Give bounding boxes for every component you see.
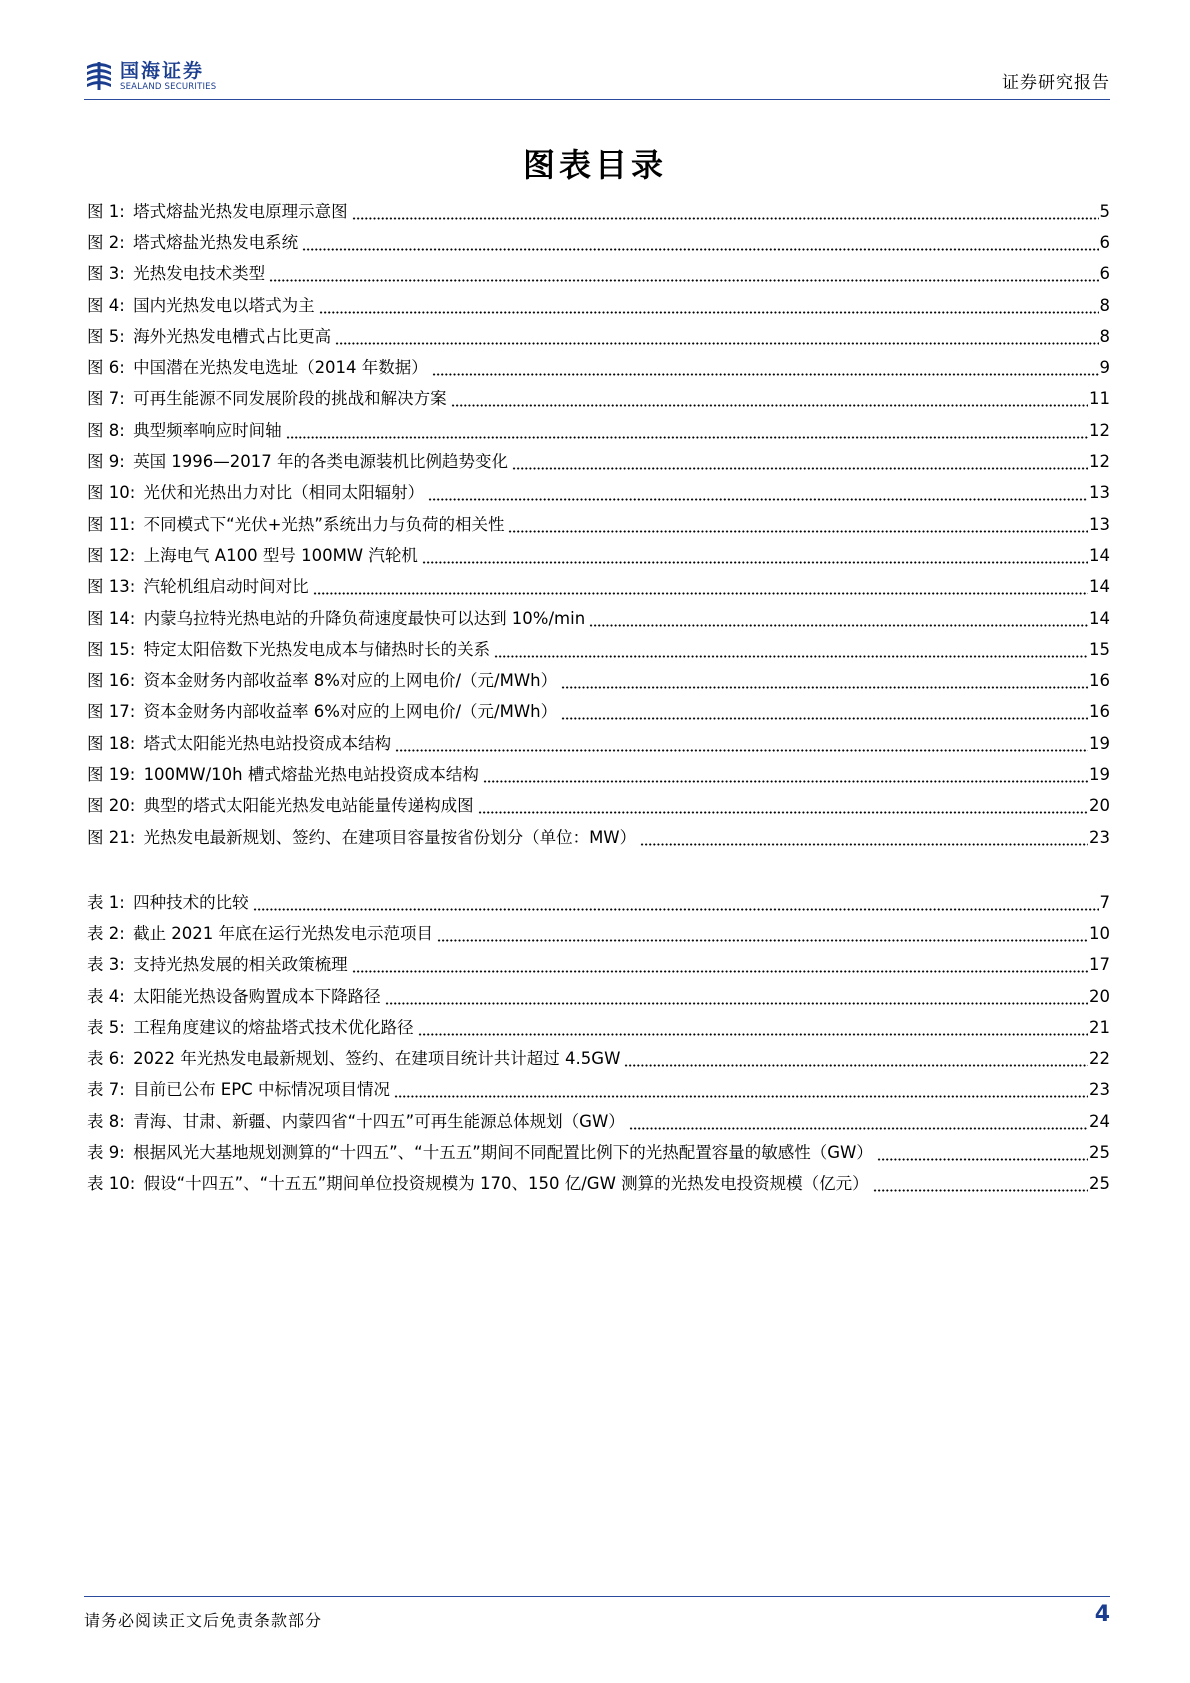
table-entry-title xyxy=(87,893,249,913)
figure-entry-title xyxy=(87,796,474,816)
dot-leader xyxy=(269,266,1098,282)
figure-entry-title xyxy=(87,734,391,754)
figure-entry-title xyxy=(87,452,508,472)
figure-entry-title xyxy=(87,389,447,409)
figure-title: 海外光热发电槽式占比更高 xyxy=(133,326,332,346)
figure-page-number: 14 xyxy=(1089,545,1110,565)
figure-entry[interactable] xyxy=(87,446,1110,477)
figure-title: 100MW/10h 槽式熔盐光热电站投资成本结构 xyxy=(143,764,479,784)
figure-title: 塔式熔盐光热发电原理示意图 xyxy=(133,201,348,221)
figure-entry-title xyxy=(87,702,557,722)
figure-page-number: 23 xyxy=(1089,827,1110,847)
figure-entry-title xyxy=(87,828,636,848)
table-label: 表 7: xyxy=(87,1080,125,1100)
table-entry[interactable] xyxy=(87,1075,1110,1106)
figure-entry[interactable] xyxy=(87,509,1110,540)
dot-leader xyxy=(418,1020,1088,1036)
dot-leader xyxy=(589,611,1088,627)
dot-leader xyxy=(437,926,1088,942)
table-page-number: 17 xyxy=(1089,955,1110,975)
figure-title: 资本金财务内部收益率 8%对应的上网电价/（元/MWh） xyxy=(143,671,558,691)
figure-title: 光热发电技术类型 xyxy=(133,264,266,284)
table-label: 表 1: xyxy=(87,892,125,912)
figure-entry[interactable] xyxy=(87,634,1110,665)
table-label: 表 2: xyxy=(87,923,125,943)
table-entry-title xyxy=(87,987,381,1007)
figure-label: 图 6: xyxy=(87,358,125,378)
figure-title: 上海电气 A100 型号 100MW 汽轮机 xyxy=(143,545,418,565)
table-title: 四种技术的比较 xyxy=(133,892,249,912)
table-label: 表 6: xyxy=(87,1049,125,1069)
table-entry[interactable] xyxy=(87,918,1110,949)
table-entry-title xyxy=(87,1143,873,1163)
table-title: 工程角度建议的熔盐塔式技术优化路径 xyxy=(133,1017,414,1037)
figure-entry[interactable] xyxy=(87,321,1110,352)
figure-label: 图 13: xyxy=(87,577,136,597)
figure-entry-title xyxy=(87,546,418,566)
figure-title: 典型的塔式太阳能光热发电站能量传递构成图 xyxy=(143,796,474,816)
figure-label: 图 21: xyxy=(87,827,136,847)
dot-leader xyxy=(428,485,1088,501)
table-entry-title xyxy=(87,1080,390,1100)
table-page-number: 25 xyxy=(1089,1143,1110,1163)
footer-divider xyxy=(84,1596,1110,1597)
dot-leader xyxy=(561,673,1088,689)
table-title: 目前已公布 EPC 中标情况项目情况 xyxy=(133,1080,390,1100)
figure-entry-title xyxy=(87,421,282,441)
figure-entry-title xyxy=(87,577,309,597)
table-page-number: 21 xyxy=(1089,1017,1110,1037)
sealand-logo-icon xyxy=(84,60,114,92)
dot-leader xyxy=(512,454,1088,470)
disclaimer-note: 请务必阅读正文后免责条款部分 xyxy=(84,1611,323,1630)
table-page-number: 20 xyxy=(1089,986,1110,1006)
figure-title: 内蒙乌拉特光热电站的升降负荷速度最快可以达到 10%/min xyxy=(143,608,586,628)
figure-entry-title xyxy=(87,327,331,347)
dot-leader xyxy=(395,736,1088,752)
figure-entry[interactable] xyxy=(87,540,1110,571)
company-logo xyxy=(84,56,216,96)
logo-english-name: SEALAND SECURITIES xyxy=(120,82,217,92)
figure-title: 光热发电最新规划、签约、在建项目容量按省份划分（单位：MW） xyxy=(143,827,637,847)
figure-entry[interactable] xyxy=(87,822,1110,853)
figure-label: 图 2: xyxy=(87,232,125,252)
dot-leader xyxy=(385,989,1088,1005)
table-entry[interactable] xyxy=(87,1012,1110,1043)
figure-title: 国内光热发电以塔式为主 xyxy=(133,295,315,315)
figure-page-number: 11 xyxy=(1089,389,1110,409)
table-entry[interactable] xyxy=(87,887,1110,918)
table-entry-title xyxy=(87,1049,620,1069)
table-entry-title xyxy=(87,924,433,944)
table-page-number: 24 xyxy=(1089,1111,1110,1131)
figure-page-number: 9 xyxy=(1099,358,1110,378)
figure-page-number: 13 xyxy=(1089,514,1110,534)
dot-leader xyxy=(319,298,1099,314)
figure-label: 图 5: xyxy=(87,326,125,346)
figure-entry[interactable] xyxy=(87,759,1110,790)
table-page-number: 25 xyxy=(1089,1174,1110,1194)
figure-label: 图 10: xyxy=(87,483,136,503)
table-entry-title xyxy=(87,1174,869,1194)
dot-leader xyxy=(624,1051,1088,1067)
figure-label: 图 15: xyxy=(87,639,136,659)
figure-title: 中国潜在光热发电选址（2014 年数据） xyxy=(133,358,428,378)
figure-title: 典型频率响应时间轴 xyxy=(133,420,282,440)
table-label: 表 4: xyxy=(87,986,125,1006)
dot-leader xyxy=(478,798,1088,814)
figure-entry[interactable] xyxy=(87,603,1110,634)
figure-entry-title xyxy=(87,233,298,253)
figure-title: 资本金财务内部收益率 6%对应的上网电价/（元/MWh） xyxy=(143,702,558,722)
figure-title: 不同模式下“光伏+光热”系统出力与负荷的相关性 xyxy=(143,514,505,534)
figure-entry[interactable] xyxy=(87,259,1110,290)
table-page-number: 23 xyxy=(1089,1080,1110,1100)
figure-entry[interactable] xyxy=(87,290,1110,321)
figure-title: 可再生能源不同发展阶段的挑战和解决方案 xyxy=(133,389,447,409)
dot-leader xyxy=(432,360,1099,376)
figure-page-number: 19 xyxy=(1089,733,1110,753)
figure-entry[interactable] xyxy=(87,415,1110,446)
table-title: 假设“十四五”、“十五五”期间单位投资规模为 170、150 亿/GW 测算的光热发电投资规模（亿元） xyxy=(143,1174,869,1194)
figure-page-number: 14 xyxy=(1089,608,1110,628)
table-entry[interactable] xyxy=(87,1137,1110,1168)
figure-label: 图 4: xyxy=(87,295,125,315)
figure-title: 塔式熔盐光热发电系统 xyxy=(133,232,299,252)
figure-title: 英国 1996—2017 年的各类电源装机比例趋势变化 xyxy=(133,452,509,472)
figure-entry[interactable] xyxy=(87,196,1110,227)
dot-leader xyxy=(451,391,1088,407)
figure-label: 图 1: xyxy=(87,201,125,221)
figure-entry-title xyxy=(87,202,348,222)
dot-leader xyxy=(313,579,1088,595)
figure-entry[interactable] xyxy=(87,352,1110,383)
figure-entry[interactable] xyxy=(87,728,1110,759)
page-number: 4 xyxy=(1094,1602,1110,1627)
table-entry[interactable] xyxy=(87,950,1110,981)
figure-title: 塔式太阳能光热电站投资成本结构 xyxy=(143,733,392,753)
table-entry-title xyxy=(87,1018,414,1038)
figure-entry-title xyxy=(87,609,585,629)
figure-page-number: 6 xyxy=(1099,264,1110,284)
figure-page-number: 12 xyxy=(1089,420,1110,440)
dot-leader xyxy=(640,830,1088,846)
figure-page-number: 6 xyxy=(1099,232,1110,252)
dot-leader xyxy=(483,767,1088,783)
table-label: 表 10: xyxy=(87,1174,136,1194)
dot-leader xyxy=(253,895,1099,911)
table-label: 表 5: xyxy=(87,1017,125,1037)
figure-label: 图 8: xyxy=(87,420,125,440)
figure-entry[interactable] xyxy=(87,665,1110,696)
dot-leader xyxy=(302,235,1098,251)
figure-entry-title xyxy=(87,483,424,503)
dot-leader xyxy=(873,1176,1088,1192)
document-type-label: 证券研究报告 xyxy=(1002,73,1110,93)
table-title: 支持光热发展的相关政策梳理 xyxy=(133,955,348,975)
table-entry[interactable] xyxy=(87,981,1110,1012)
dot-leader xyxy=(394,1082,1088,1098)
figure-label: 图 3: xyxy=(87,264,125,284)
dot-leader xyxy=(352,957,1088,973)
table-entry[interactable] xyxy=(87,1169,1110,1200)
dot-leader xyxy=(629,1114,1088,1130)
table-label: 表 3: xyxy=(87,955,125,975)
figure-title: 汽轮机组启动时间对比 xyxy=(143,577,309,597)
figure-title: 特定太阳倍数下光热发电成本与储热时长的关系 xyxy=(143,639,491,659)
figure-entry[interactable] xyxy=(87,478,1110,509)
table-label: 表 9: xyxy=(87,1143,125,1163)
figure-entry[interactable] xyxy=(87,791,1110,822)
figure-label: 图 11: xyxy=(87,514,136,534)
figure-page-number: 14 xyxy=(1089,577,1110,597)
table-entry-title xyxy=(87,1112,625,1132)
dot-leader xyxy=(335,329,1098,345)
table-title: 太阳能光热设备购置成本下降路径 xyxy=(133,986,381,1006)
figure-label: 图 9: xyxy=(87,452,125,472)
figure-label: 图 20: xyxy=(87,796,136,816)
figure-entry-title xyxy=(87,358,428,378)
figure-title: 光伏和光热出力对比（相同太阳辐射） xyxy=(143,483,425,503)
figure-entry[interactable] xyxy=(87,697,1110,728)
figure-page-number: 15 xyxy=(1089,639,1110,659)
figure-label: 图 14: xyxy=(87,608,136,628)
dot-leader xyxy=(561,704,1088,720)
figure-entry[interactable] xyxy=(87,384,1110,415)
figure-entry-title xyxy=(87,671,557,691)
figure-label: 图 7: xyxy=(87,389,125,409)
page-header xyxy=(84,52,1110,100)
figure-page-number: 8 xyxy=(1099,326,1110,346)
figure-label: 图 17: xyxy=(87,702,136,722)
dot-leader xyxy=(422,548,1088,564)
figure-page-number: 12 xyxy=(1089,452,1110,472)
figure-label: 图 19: xyxy=(87,764,136,784)
figure-page-number: 8 xyxy=(1099,295,1110,315)
table-title: 青海、甘肃、新疆、内蒙四省“十四五”可再生能源总体规划（GW） xyxy=(133,1111,625,1131)
figure-list xyxy=(87,196,1110,853)
figure-entry-title xyxy=(87,515,504,535)
table-title: 2022 年光热发电最新规划、签约、在建项目统计共计超过 4.5GW xyxy=(133,1049,621,1069)
table-page-number: 22 xyxy=(1089,1049,1110,1069)
figure-page-number: 20 xyxy=(1089,796,1110,816)
dot-leader xyxy=(494,642,1088,658)
figure-entry-title xyxy=(87,296,315,316)
dot-leader xyxy=(286,423,1088,439)
figure-label: 图 18: xyxy=(87,733,136,753)
figure-entry[interactable] xyxy=(87,572,1110,603)
dot-leader xyxy=(877,1145,1088,1161)
table-list xyxy=(87,887,1110,1200)
table-title: 根据风光大基地规划测算的“十四五”、“十五五”期间不同配置比例下的光热配置容量的敏感性（GW） xyxy=(133,1143,873,1163)
dot-leader xyxy=(352,204,1099,220)
table-page-number: 10 xyxy=(1089,923,1110,943)
table-page-number: 7 xyxy=(1099,892,1110,912)
figure-label: 图 12: xyxy=(87,545,136,565)
figure-page-number: 19 xyxy=(1089,764,1110,784)
figure-entry[interactable] xyxy=(87,227,1110,258)
figure-page-number: 5 xyxy=(1099,201,1110,221)
table-label: 表 8: xyxy=(87,1111,125,1131)
figure-page-number: 16 xyxy=(1089,702,1110,722)
table-entry[interactable] xyxy=(87,1106,1110,1137)
logo-chinese-name: 国海证券 xyxy=(120,60,205,82)
dot-leader xyxy=(508,517,1088,533)
figure-entry-title xyxy=(87,765,479,785)
table-entry-title xyxy=(87,955,348,975)
figure-page-number: 13 xyxy=(1089,483,1110,503)
figure-label: 图 16: xyxy=(87,671,136,691)
table-entry[interactable] xyxy=(87,1043,1110,1074)
header-divider xyxy=(84,99,1110,100)
figure-entry-title xyxy=(87,640,490,660)
page-title: 图表目录 xyxy=(522,146,667,184)
figure-entry-title xyxy=(87,264,265,284)
table-title: 截止 2021 年底在运行光热发电示范项目 xyxy=(133,923,434,943)
figure-page-number: 16 xyxy=(1089,671,1110,691)
